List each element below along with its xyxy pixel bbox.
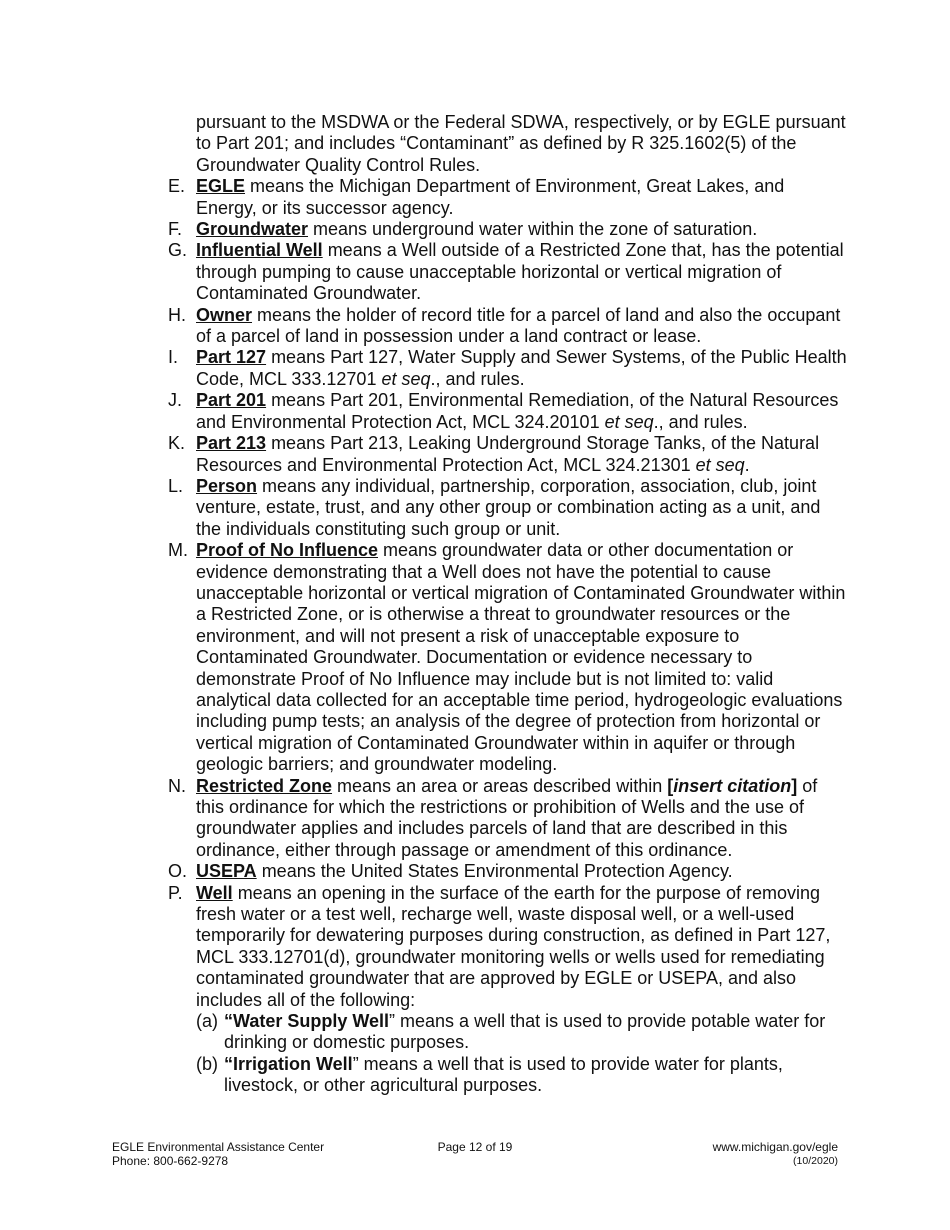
definition-text: means the United States Environmental Protection Agency. [256, 861, 733, 882]
definition-text: means underground water within the zone of saturation. [308, 219, 758, 240]
term: Influential Well [196, 240, 323, 261]
footer-phone: Phone: 800-662-9278 [112, 1154, 229, 1168]
subitem-letter: (b) [196, 1053, 218, 1074]
document-body [168, 112, 848, 1097]
definition-text: means Part 201, Environmental Remediation, of the Natural Resources and Environmental Protection Act, MCL 324.20101 [196, 390, 839, 432]
item-letter: G. [168, 240, 188, 261]
definition-text: means the Michigan Department of Environment, Great Lakes, and Energy, or its successor agency. [196, 176, 785, 218]
item-letter: K. [168, 433, 186, 454]
term: Proof of No Influence [196, 540, 378, 561]
definition-tail: . [744, 454, 750, 475]
italic-text: et seq [381, 368, 431, 389]
item-letter: N. [168, 775, 186, 796]
definition-influential-well [168, 240, 848, 304]
italic-text: et seq [604, 411, 654, 432]
bracket-close: ] [791, 775, 798, 796]
definition-proof-of-no-influence [168, 540, 848, 775]
item-letter: E. [168, 176, 186, 197]
bracket-open: [ [667, 775, 674, 796]
citation-placeholder: insert citation [673, 775, 792, 796]
term: USEPA [196, 861, 257, 882]
term: Restricted Zone [196, 775, 333, 796]
definition-usepa [168, 861, 848, 882]
item-letter: J. [168, 390, 183, 411]
definition-tail: of this ordinance for which the restrictions or prohibition of Wells and the use of groundwater applies and includes parcels of land that are described in this ordinance, either through passage or amendment of this ordinance. [196, 775, 818, 860]
definition-owner [168, 305, 848, 348]
item-letter: P. [168, 882, 183, 903]
term: Well [196, 882, 233, 903]
term: EGLE [196, 176, 246, 197]
item-letter: H. [168, 304, 186, 325]
page-number: Page 12 of 19 [437, 1140, 513, 1154]
definition-well [168, 883, 848, 1011]
term: Part 213 [196, 433, 267, 454]
definition-groundwater [168, 219, 848, 240]
definition-text: means the holder of record title for a parcel of land and also the occupant of a parcel of land in possession under a land contract or lease. [196, 304, 841, 347]
item-letter: I. [168, 347, 179, 368]
definition-person [168, 476, 848, 540]
subitem-term: “Irrigation Well [224, 1053, 353, 1074]
definition-text: means any individual, partnership, corporation, association, club, joint venture, estate, trust, and any other group or combination acting as a unit, and the individuals constituting such group or unit. [196, 475, 821, 539]
item-letter: O. [168, 861, 188, 882]
footer-date: (10/2020) [793, 1155, 838, 1167]
definition-text: means an opening in the surface of the earth for the purpose of removing fresh water or a test well, recharge well, waste disposal well, or a well-used temporarily for dewatering purposes during construction, as defined in Part 127, MCL 333.12701(d), groundwater monitoring wells or wells used for remediating contaminated groundwater that are approved by EGLE or USEPA, and also includes all of the following: [196, 882, 831, 1010]
subitem-water-supply-well [196, 1011, 848, 1054]
definition-egle [168, 176, 848, 219]
term: Groundwater [196, 219, 309, 240]
intro-continuation: pursuant to the MSDWA or the Federal SDWA, respectively, or by EGLE pursuant to Part 201; and includes “Contaminant” as defined by R 325.1602(5) of the Groundwater Quality Control Rules. [196, 112, 846, 175]
definition-text: means a Well outside of a Restricted Zone that, has the potential through pumping to cause unacceptable horizontal or vertical migration of Contaminated Groundwater. [196, 240, 844, 304]
footer-right [713, 1140, 838, 1168]
subitem-text: ” means a well that is used to provide water for plants, livestock, or other agricultural purposes. [224, 1053, 783, 1096]
subitem-irrigation-well [196, 1054, 848, 1097]
definition-restricted-zone [168, 776, 848, 862]
subitem-term: “Water Supply Well [224, 1011, 390, 1032]
term: Owner [196, 304, 253, 325]
subitem-text: ” means a well that is used to provide potable water for drinking or domestic purposes. [224, 1011, 826, 1053]
definition-text: means Part 213, Leaking Underground Storage Tanks, of the Natural Resources and Environmental Protection Act, MCL 324.21301 [196, 433, 820, 475]
definition-part-201 [168, 390, 848, 433]
definition-text: means groundwater data or other documentation or evidence demonstrating that a Well does not have the potential to cause unacceptable horizontal or vertical migration of Contaminated Groundwater within a Restricted Zone, or is otherwise a threat to groundwater resources or the environment, and will not present a risk of unacceptable exposure to Contaminated Groundwater. Documentation or evidence necessary to demonstrate Proof of No Influence may include but is not limited to: valid analytical data collected for an acceptable time period, hydrogeologic evaluations including pump tests; an analysis of the degree of protection from horizontal or vertical migration of Contaminated Groundwater within in aquifer or through geologic barriers; and groundwater modeling. [196, 540, 846, 775]
term: Part 127 [196, 347, 267, 368]
definition-text: means Part 127, Water Supply and Sewer Systems, of the Public Health Code, MCL 333.12701 [196, 347, 847, 389]
footer-url: www.michigan.gov/egle [712, 1140, 838, 1154]
item-letter: F. [168, 219, 183, 240]
definition-part-213 [168, 433, 848, 476]
definition-tail: ., and rules. [430, 368, 525, 389]
term: Part 201 [196, 390, 267, 411]
item-letter: M. [168, 540, 188, 561]
item-letter: L. [168, 475, 184, 496]
footer-org: EGLE Environmental Assistance Center [112, 1140, 325, 1154]
definition-part-127 [168, 347, 848, 390]
term: Person [196, 475, 258, 496]
italic-text: et seq [695, 454, 745, 475]
definition-text: means an area or areas described within [332, 775, 668, 796]
definition-tail: ., and rules. [653, 411, 748, 432]
subitem-letter: (a) [196, 1011, 218, 1032]
